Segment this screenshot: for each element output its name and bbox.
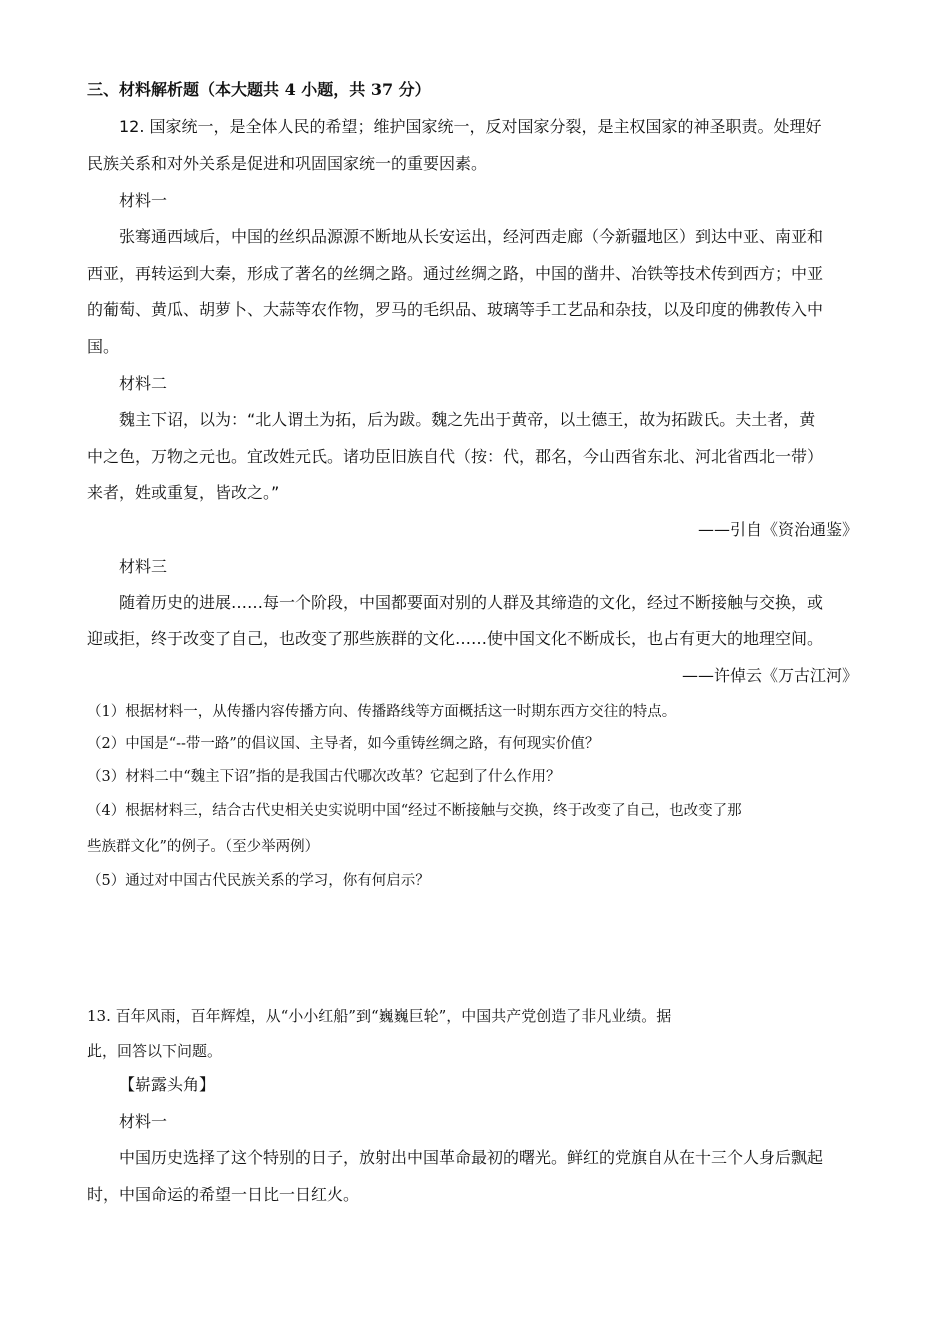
q12-material-3-source: ——许倬云《万古江河》 bbox=[681, 666, 858, 685]
q13-material-1-line: 中国历史选择了这个特别的日子，放射出中国革命最初的曙光。鲜红的党旗自从在十三个人身后飘起 bbox=[119, 1148, 824, 1167]
q12-material-2-line: 来者，姓或重复，皆改之。” bbox=[87, 483, 280, 502]
q13-intro-line-2: 此，回答以下问题。 bbox=[87, 1042, 223, 1060]
q12-intro-line-2: 民族关系和对外关系是促进和巩固国家统一的重要因素。 bbox=[87, 154, 488, 173]
q12-material-2-line: 魏主下诏，以为：“北人谓土为拓，后为跋。魏之先出于黄帝，以土德王，故为拓跋氏。夫土者，黄 bbox=[119, 410, 816, 429]
q12-intro-line-1: 12. 国家统一，是全体人民的希望；维护国家统一，反对国家分裂，是主权国家的神圣职责。处理好 bbox=[119, 117, 822, 136]
q12-material-3-label: 材料三 bbox=[119, 557, 168, 576]
q12-material-3-line: 迎或拒，终于改变了自己，也改变了那些族群的文化……使中国文化不断成长，也占有更大的地理空间。 bbox=[87, 629, 824, 648]
q12-material-1-line: 国。 bbox=[87, 337, 120, 356]
q12-material-2-source: ——引自《资治通鉴》 bbox=[697, 520, 858, 539]
q12-material-1-line: 张骞通西域后，中国的丝织品源源不断地从长安运出，经河西走廊（今新疆地区）到达中亚、南亚和 bbox=[119, 227, 824, 246]
q13-intro-line-1: 13. 百年风雨，百年辉煌，从“小小红船”到“巍巍巨轮”，中国共产党创造了非凡业绩。据 bbox=[87, 1007, 672, 1025]
q12-question-2: （2）中国是“--带一路”的倡议国、主导者，如今重铸丝绸之路，有何现实价值？ bbox=[87, 736, 600, 752]
section-heading: 三、材料解析题（本大题共 4 小题，共 37 分） bbox=[87, 80, 431, 99]
q12-question-1: （1）根据材料一，从传播内容传播方向、传播路线等方面概括这一时期东西方交往的特点。 bbox=[87, 704, 677, 720]
q12-material-1-line: 的葡萄、黄瓜、胡萝卜、大蒜等农作物，罗马的毛织品、玻璃等手工艺品和杂技，以及印度的佛教传入中 bbox=[87, 300, 824, 319]
q13-subheading: 【崭露头角】 bbox=[119, 1075, 216, 1094]
q13-material-1-label: 材料一 bbox=[119, 1112, 168, 1131]
q12-question-4-cont: 些族群文化”的例子。（至少举两例） bbox=[87, 839, 320, 855]
q12-material-3-line: 随着历史的进展……每一个阶段，中国都要面对别的人群及其缔造的文化，经过不断接触与交换，或 bbox=[119, 593, 824, 612]
q12-material-2-line: 中之色，万物之元也。宜改姓元氏。诸功臣旧族自代（按：代，郡名，今山西省东北、河北省西北一带） bbox=[87, 447, 824, 466]
q12-material-2-label: 材料二 bbox=[119, 374, 168, 393]
q12-question-5: （5）通过对中国古代民族关系的学习，你有何启示？ bbox=[87, 873, 430, 889]
q12-material-1-line: 西亚，再转运到大秦，形成了著名的丝绸之路。通过丝绸之路，中国的凿井、冶铁等技术传到西方；中亚 bbox=[87, 264, 824, 283]
q13-material-1-line: 时，中国命运的希望一日比一日红火。 bbox=[87, 1185, 360, 1204]
q12-question-4: （4）根据材料三，结合古代史相关史实说明中国“经过不断接触与交换，终于改变了自己，也改变了那 bbox=[87, 803, 742, 819]
q12-material-1-label: 材料一 bbox=[119, 191, 168, 210]
q12-question-3: （3）材料二中“魏主下诏”指的是我国古代哪次改革？它起到了什么作用？ bbox=[87, 769, 561, 785]
